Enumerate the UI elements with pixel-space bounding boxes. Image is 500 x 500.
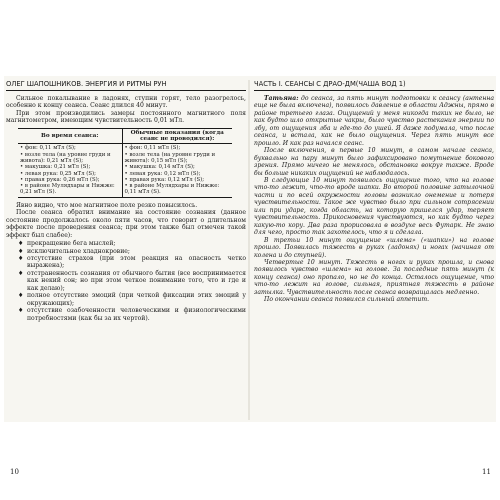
list-item [18, 270, 246, 292]
right-head-rule [254, 90, 494, 91]
reading-item: • фон: 0,11 мТл (S); [20, 145, 76, 152]
reading-item: • в районе Мулядхары и Нижже: 0,11 мТл (S). [124, 183, 220, 196]
list-item-text: прекращение бега мыслей; [27, 240, 116, 248]
right-paragraph-1 [254, 95, 494, 147]
diamond-bullet-icon: ♦ [18, 254, 24, 262]
reading-item: • правая рука: 0,12 мТл (S); [124, 176, 205, 183]
book-gutter [248, 80, 250, 420]
list-item [18, 248, 246, 255]
right-paragraph-3: В следующие 10 минут появилось ощущение того, что на голове что-то лежит, что-то вроде шапки. Во второй половине затылочной части и по всей окружности головы возникло онемение и потеря чувствительности. Такое же чувство было при сильном сотрясении или при ударе, когда область, на которую пришелся удар, теряет чувствительность. Прикосновения чувствуются, но как будто через какую-то кору. Два раза прорисовала в воздухе весь Футарк. Не знаю для чего, просто так захотелось, что я и сделала. [254, 176, 494, 237]
reading-item: • возле тела (на уровне груди и живота): 0,21 мТл (S); [20, 151, 111, 164]
reading-item: • правая рука: 0,26 мТл (S); [20, 176, 100, 183]
magnetometer-readings-table [18, 128, 232, 198]
right-page-number: 11 [482, 468, 491, 476]
list-item-text: отсутствие озабоченности человеческими и физиологическими потребностями (как бы за их чертой). [27, 307, 246, 322]
list-item [18, 307, 246, 322]
left-paragraph-3: Явно видно, что мое магнитное поле резко повысилось. [16, 201, 198, 209]
right-paragraph-4: В третьи 10 минут ощущение «шлема» («шапки») на голове прошло. Появилась тяжесть в руках (ладонях) и ногах (начиная от колена и до ступней). [254, 236, 494, 259]
speaker-label: Татьяна: [264, 95, 299, 102]
right-paragraph-5: Четвертые 10 минут. Тяжесть в ногах и руках прошла, и снова появилось чувство «шлема» на голове. За последние пять минут (к концу сеанса) оно пропало, но не до конца. Осталось ощущение, что что-то лежит на голове, сильная, приятная тяжесть в районе затылка. Чувствительность после сеанса возвращалась медленно. [254, 258, 494, 296]
reading-item: • фон: 0,11 мТл (S); [124, 145, 181, 152]
diamond-bullet-icon: ♦ [18, 307, 24, 315]
right-page [254, 80, 494, 418]
table-header-during-session: Во время сеанса: [18, 128, 122, 144]
list-item [18, 255, 246, 270]
left-paragraph-2: При этом производились замеры постоянного магнитного поля магнитометром, имеющим чувствительность 0,01 мТл. [6, 109, 246, 125]
left-running-head: ОЛЕГ ШАПОШНИКОВ. ЭНЕРГИЯ И РИТМЫ РУН [6, 80, 167, 88]
left-paragraph-1: Сильное покалывание в ладонях, ступни горят, тело разогрелось, особенно к концу сеанса. Сеанс длился 40 минут. [6, 95, 246, 110]
diamond-bullet-icon: ♦ [18, 247, 24, 255]
list-item [18, 240, 246, 247]
left-page-number: 10 [10, 468, 19, 476]
reading-item: • в районе Мулядхары и Нижже: 0,21 мТл (S). [20, 183, 115, 196]
list-item [18, 292, 246, 307]
right-paragraph-2: После включения, в первые 10 минут, в самом начале сеанса, буквально на пару минут было зафиксировано помутнение бокового зрения. Прямо ничего не менялось, обстановка вокруг также. Вроде бы больше никаких ощущений не наблюдалось. [254, 147, 494, 177]
reading-item: • возле тела (на уровне груди и живота): 0,15 мТл (S); [124, 151, 216, 164]
diamond-bullet-icon: ♦ [18, 240, 24, 248]
list-item-text: полное отсутствие эмоций (при четкой фиксации этих эмоций у окружающих); [27, 292, 246, 307]
diamond-bullet-icon: ♦ [18, 292, 24, 300]
list-item-text: отстраненность сознания от обычного бытия (все воспринимается как некий сон; но при этом четкое понимание того, что и где и как делаю); [27, 269, 246, 292]
right-running-head: ЧАСТЬ I. СЕАНСЫ С ДРАО-ДМ(ЧАША ВОД 1) [254, 80, 406, 88]
left-head-rule [6, 90, 246, 91]
reading-item: • левая рука: 0,25 мТл (S); [20, 170, 96, 177]
normal-readings-cell [122, 144, 232, 197]
reading-item: • макушка: 0,21 мТл (S); [20, 164, 91, 171]
reading-item: • левая рука: 0,12 мТл (S); [124, 170, 201, 177]
speaker-text: до сеанса, за пять минут подготовки к сеансу (антенна еще не была включена), появилось давление в области Аджны, прямо в районе третьего глаза. Ощущений у меня никогда таких не было, не как будто шло открытые чакры, было чувство растекания энергии по лбу, от ощущения лба и где-то до ушей. Я даже подумала, что после сеанса, и встала, как не было ощущения. Через пять минут все прошло. И как раз начался сеанс. [254, 95, 494, 147]
table-header-normal-readings: Обычные показания (когда сеанс не проводился): [122, 128, 232, 144]
during-session-cell [18, 144, 122, 197]
left-page [6, 80, 246, 418]
list-item-text: исключительное хладнокровие; [27, 247, 130, 255]
right-paragraph-6: По окончании сеанса появился сильный аппетит. [264, 296, 430, 304]
left-paragraph-4: После сеанса обратил внимание на состояние сознания (данное состояние продолжалось около пяти часов, что говорит о длительном эффекте после проведения сеанса; при этом также был отмечен такой эффект был слабее): [6, 209, 246, 239]
table-row [18, 144, 232, 197]
reading-item: • макушка: 0,14 мТл (S); [124, 164, 195, 171]
list-item-text: отсутствие страхов (при этом реакция на опасность четко выражена); [27, 254, 246, 270]
consciousness-effects-list [18, 240, 246, 322]
diamond-bullet-icon: ♦ [18, 269, 24, 277]
